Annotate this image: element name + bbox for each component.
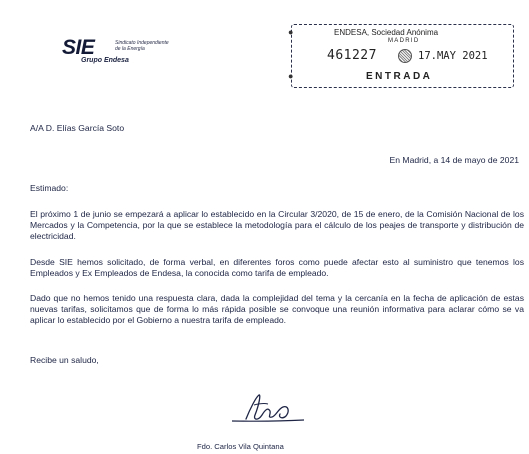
sie-logo [62, 36, 172, 66]
paragraph-2: Desde SIE hemos solicitado, de forma verbal, en diferentes foros como puede afectar esto al suministro que tenemos los Empleados y Ex Empleados de Endesa, la conocida como tarifa de empleado. [30, 257, 524, 279]
stamp-number: 461227 [327, 48, 377, 63]
stamp-date: 17.MAY 2021 [418, 50, 488, 62]
addressee: A/A D. Elías García Soto [30, 123, 125, 133]
closing: Recibe un saludo, [30, 355, 99, 365]
stamp-label: ENTRADA [366, 71, 433, 82]
stamp-corner-mark: ● [288, 27, 294, 37]
logo-mark: SIE [62, 36, 95, 59]
logo-tagline: Sindicato Independiente de la Energía [115, 40, 169, 52]
stamp-seal-icon [398, 49, 412, 63]
paragraph-1: El próximo 1 de junio se empezará a aplicar lo establecido en la Circular 3/2020, de 15 de enero, de la Comisión Nacional de los Mercados y la Competencia, por la que se establece la metodología para el cálculo de los peajes de transporte y distribución de electricidad. [30, 209, 524, 242]
stamp-corner-mark: ● [288, 71, 294, 81]
handwritten-signature [228, 391, 308, 431]
signer-name: Fdo. Carlos Vila Quintana [197, 442, 284, 451]
place-date: En Madrid, a 14 de mayo de 2021 [389, 155, 519, 165]
entry-stamp [288, 24, 514, 88]
stamp-company: ENDESA, Sociedad Anónima [334, 28, 439, 37]
stamp-city: MADRID [388, 38, 420, 44]
greeting: Estimado: [30, 183, 69, 193]
paragraph-3: Dado que no hemos tenido una respuesta clara, dada la complejidad del tema y la cercanía en la fecha de aplicación de estas nuevas tarifas, solicitamos que de forma lo más rápida posible se convoque una reunión informativa para aclarar cómo se va aplicar lo establecido por el Gobierno a nuestra tarifa de empleado. [30, 293, 524, 326]
logo-group: Grupo Endesa [81, 57, 129, 64]
